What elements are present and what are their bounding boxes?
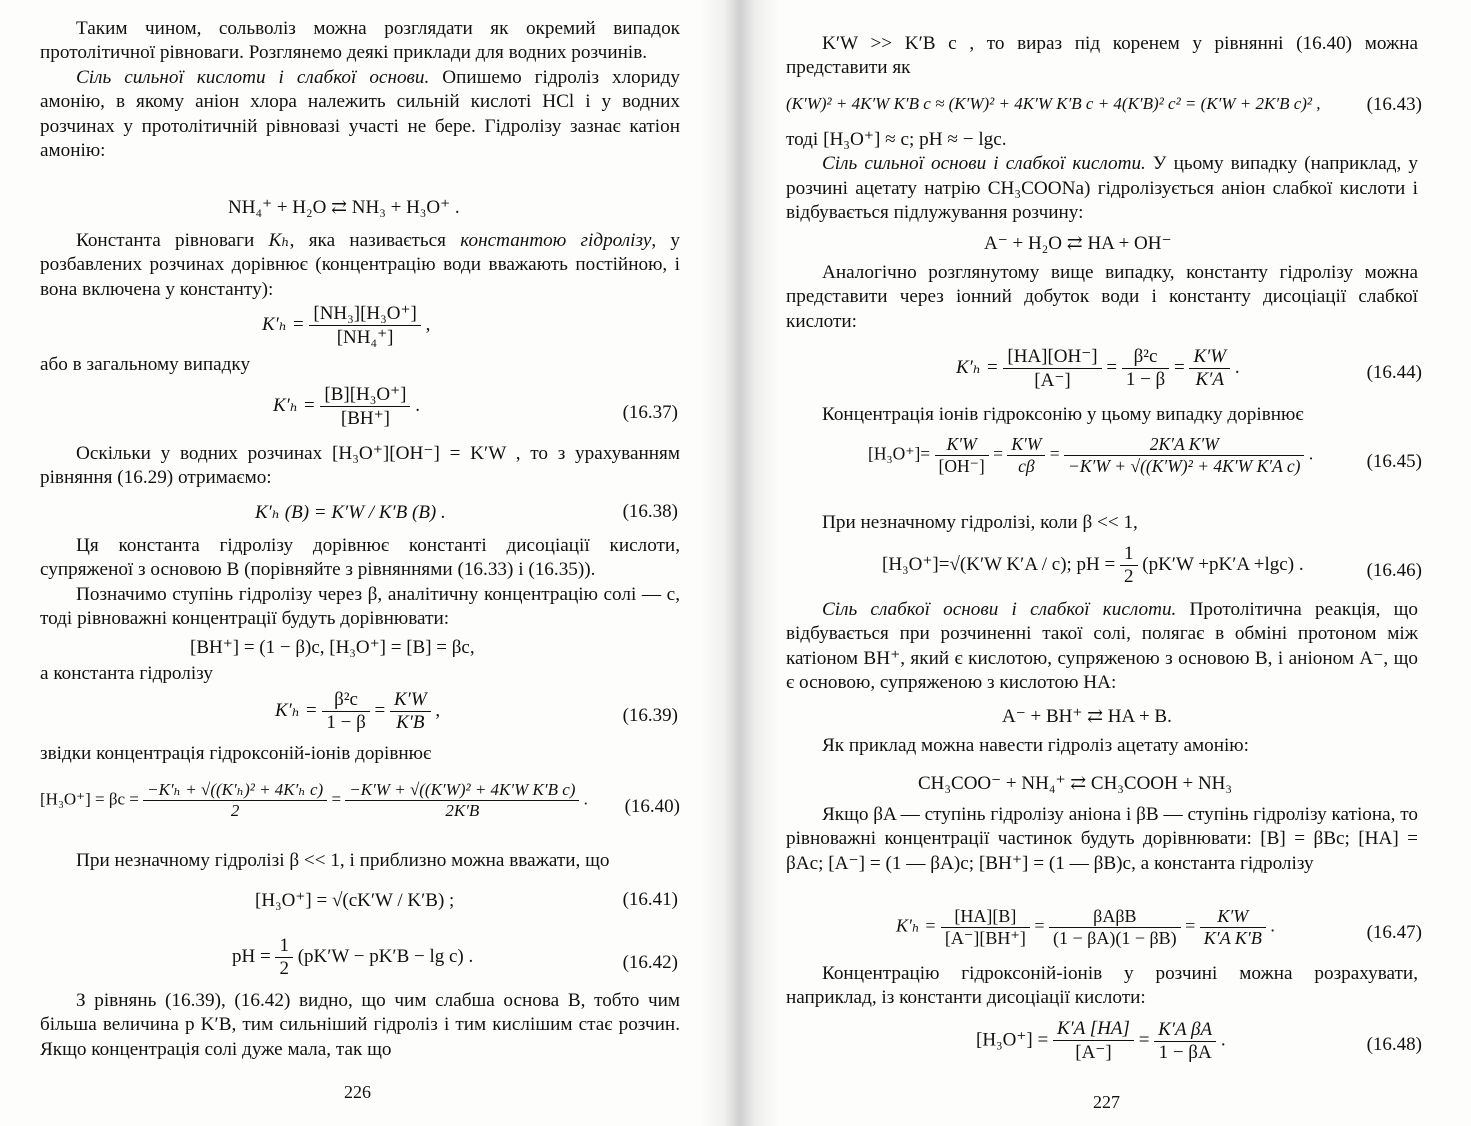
paragraph-text: Опишемо гідроліз хлориду амонію, в якому аніон хлора належить сильній кислоті HCl і у водних розчинах у протолітичній рівновазі участі не бере. Гідролізу зазнає катіон амонію: [40, 66, 680, 162]
numerator: −K′W + √((K′W)² + 4K′W K′B c) [345, 780, 579, 801]
equation-lhs: pH = [232, 945, 271, 967]
paragraph: При незначному гідролізі, коли β << 1, [822, 512, 1138, 533]
denominator: 2 [1124, 566, 1134, 587]
fraction [390, 689, 431, 734]
denominator: 1 − βA [1158, 1041, 1212, 1063]
equals-sign: = [1138, 1029, 1150, 1051]
equation-number: (16.44) [1366, 362, 1422, 383]
right-text-2 [786, 128, 1418, 226]
paragraph: Ця константа гідролізу дорівнює константі дисоціації кислоти, супряженої з основою B (порівняйте з рівняннями (16.33) і (16.35)). [40, 535, 680, 581]
numerator: [HA][OH⁻] [1003, 345, 1101, 369]
equation-16-40 [40, 780, 680, 821]
left-text-4 [40, 442, 680, 491]
equation-number: (16.38) [622, 501, 678, 522]
fraction [1003, 345, 1101, 392]
denominator: K′A K′B [1203, 928, 1262, 948]
denominator: 1 − β [1125, 369, 1166, 390]
right-text-8 [786, 803, 1418, 876]
paragraph-text: Протолітична реакція, що відбувається при розчиненні такої солі, полягає в обміні протоном між катіоном BH⁺, який є кислотою, супряженою з основою B, і аніоном A⁻, що є основою, супряженою з кислотою HA: [786, 599, 1419, 694]
section-title: Сіль сильної основи і слабкої кислоти. [822, 153, 1146, 175]
paragraph-text: У цьому випадку (наприклад, у розчині ацетату натрію CH₃COONa) гідролізується аніон слабкої кислоти і відбувається підлужування розчину: [786, 153, 1418, 224]
numerator: βAβB [1049, 906, 1181, 928]
right-text-7 [786, 734, 1418, 758]
equation-16-43 [786, 94, 1422, 114]
equation-reaction: NH₄⁺ + H₂O ⇄ NH₃ + H₃O⁺ . [228, 197, 460, 218]
paragraph: Концентрацію гідроксоній-іонів у розчині можна розрахувати, наприклад, із константи дисоціації кислоти: [786, 963, 1418, 1009]
equals-sign: = [1106, 356, 1118, 378]
equation-reaction-2: A⁻ + BH⁺ ⇄ HA + B. [1002, 706, 1172, 727]
equation-16-45 [868, 434, 1422, 477]
equation-number: (16.37) [622, 402, 678, 423]
left-text-2 [40, 229, 680, 302]
equation-lhs: [H₃O⁺] = [976, 1029, 1049, 1051]
fraction [309, 302, 420, 349]
left-text-7 [40, 742, 680, 766]
denominator: [A⁻][BH⁺] [944, 928, 1026, 948]
numerator: K′W [1007, 434, 1045, 456]
equation-tail: . [1308, 443, 1314, 464]
equation-tail: . [1234, 356, 1240, 378]
denominator: 2K′B [445, 801, 480, 820]
equation-tail: , [435, 699, 441, 721]
paragraph: або в загальному випадку [40, 354, 251, 375]
denominator: 2 [230, 801, 240, 820]
equation-16-37 [273, 383, 678, 430]
equation-lhs: [H₃O⁺] = βc = [40, 789, 139, 809]
fraction [345, 780, 579, 821]
left-text-8 [40, 849, 680, 873]
paragraph [786, 598, 1418, 696]
paragraph-text: , яка називається [289, 230, 461, 251]
section-title: Сіль слабкої основи і слабкої кислоти. [822, 599, 1177, 620]
equation-body: K′ₕ (B) = K′W / K′B (B) . [255, 502, 446, 523]
symbol: Kₕ [268, 230, 290, 251]
equals-sign: = [331, 789, 342, 809]
fraction [1053, 1018, 1134, 1064]
denominator: cβ [1018, 456, 1035, 476]
paragraph-text: Константа рівноваги [76, 230, 269, 251]
equation-16-46 [882, 543, 1422, 588]
equation-number: (16.48) [1366, 1034, 1422, 1055]
paragraph: При незначному гідролізі β << 1, і приблизно можна вважати, що [76, 850, 610, 871]
fraction [1154, 1019, 1216, 1064]
equation-lhs: K′ₕ = [273, 394, 316, 416]
numerator: K′A [HA] [1053, 1018, 1134, 1041]
right-text-9 [786, 962, 1418, 1011]
page-number: 227 [1093, 1092, 1120, 1112]
right-text-top [786, 32, 1418, 81]
denominator: [OH⁻] [938, 456, 985, 476]
right-page [740, 0, 1471, 1126]
equation-reaction-3: CH₃COO⁻ + NH₄⁺ ⇄ CH₃COOH + NH₃ [918, 773, 1233, 794]
equation-number: (16.47) [1366, 922, 1422, 943]
equation-tail: , [425, 313, 431, 335]
equation-number: (16.46) [1366, 560, 1422, 581]
left-text-5 [40, 534, 680, 632]
denominator: [A⁻] [1075, 1042, 1112, 1063]
equation-number: (16.43) [1366, 94, 1422, 115]
right-text-3 [786, 261, 1418, 334]
numerator: K′W [1189, 346, 1230, 369]
fraction [935, 434, 989, 477]
paragraph: Таким чином, сольволіз можна розглядати як окремий випадок протолітичної рівноваги. Розглянемо деякі приклади для водних розчинів. [40, 18, 680, 64]
numerator: β²c [1122, 346, 1169, 369]
fraction [941, 906, 1030, 949]
paragraph: Концентрація іонів гідроксонію у цьому випадку дорівнює [822, 404, 1304, 425]
paragraph: а константа гідролізу [40, 663, 213, 684]
equation-number: (16.42) [622, 952, 678, 973]
equation-16-38 [255, 501, 678, 524]
paragraph: Оскільки у водних розчинах [H₃O⁺][OH⁻] = K′W , то з урахуванням рівняння (16.29) отримаємо: [40, 443, 680, 489]
equation-number: (16.39) [622, 705, 678, 726]
fraction [320, 383, 410, 430]
equation-tail: . [415, 394, 420, 416]
equation-lhs: K′ₕ = [956, 356, 999, 378]
fraction [1049, 906, 1181, 949]
numerator: K′A βA [1154, 1019, 1216, 1042]
numerator: 2K′A K′W [1064, 434, 1304, 456]
equation-kh-nh4 [262, 302, 430, 349]
equation-lhs: [H₃O⁺]= [868, 443, 931, 464]
paragraph: тоді [H₃O⁺] ≈ c; pH ≈ − lgc. [786, 129, 1007, 150]
paragraph: Аналогічно розглянутому вище випадку, константу гідролізу можна представити через іонний добуток води і константу дисоціації слабкої кислоти: [786, 262, 1418, 332]
fraction [143, 780, 327, 821]
denominator: K′A [1195, 369, 1224, 390]
denominator: (1 − βA)(1 − βB) [1053, 928, 1177, 948]
equation-reaction: A⁻ + H₂O ⇄ HA + OH⁻ [984, 233, 1172, 254]
fraction [1189, 346, 1230, 391]
equation-16-47 [896, 906, 1422, 949]
equals-sign: = [993, 443, 1003, 464]
paragraph-text: , у розбавлених розчинах дорівнює (концентрацію води вважають постійною, і вона включена у константу): [40, 230, 680, 300]
paragraph: K′W >> K′B c , то вираз під коренем у рівнянні (16.40) можна представити як [786, 33, 1418, 79]
paragraph: звідки концентрація гідроксоній-іонів дорівнює [40, 743, 432, 764]
denominator: [NH₄⁺] [336, 327, 394, 348]
numerator: [HA][B] [941, 906, 1030, 928]
numerator: β²c [322, 689, 369, 712]
equation-16-41 [255, 889, 678, 912]
paragraph: Як приклад можна навести гідроліз ацетату амонію: [822, 735, 1249, 756]
right-text-5 [786, 511, 1418, 535]
left-page [0, 0, 728, 1126]
denominator: 1 − β [326, 712, 366, 733]
section-title: Сіль сильної кислоти і слабкої основи. [76, 66, 430, 88]
equals-sign: = [1034, 915, 1045, 936]
equation-tail: . [1220, 1029, 1226, 1051]
left-text-top [40, 17, 680, 163]
paragraph [40, 66, 680, 164]
equation-lhs: K′ₕ = [896, 915, 937, 936]
numerator: [B][H₃O⁺] [320, 383, 410, 407]
fraction [1007, 434, 1045, 477]
fraction [1064, 434, 1304, 477]
fraction [1200, 906, 1266, 949]
equals-sign: = [1185, 915, 1196, 936]
paragraph: Якщо βA — ступінь гідролізу аніона і βB — ступінь гідролізу катіона, то рівноважні концентрації частинок будуть дорівнювати: [B] = βBc; [HA] = βAc; [A⁻] = (1 — βA)c; [BH⁺] = (1 — βB)c, а константа гідролізу [786, 804, 1418, 874]
equation-number: (16.45) [1366, 451, 1422, 472]
equals-sign: = [1173, 356, 1185, 378]
fraction [1122, 346, 1169, 391]
left-text-6 [40, 662, 680, 686]
equation-16-44 [956, 345, 1422, 392]
equation-number: (16.40) [624, 796, 680, 817]
paragraph [40, 229, 680, 302]
equation-rhs: (pK′W +pK′A +lgc) . [1142, 553, 1304, 575]
numerator: K′W [1200, 906, 1266, 928]
page-number: 226 [344, 1082, 371, 1102]
fraction [322, 689, 369, 734]
denominator: [A⁻] [1034, 370, 1071, 391]
equals-sign: = [1049, 443, 1060, 464]
numerator: 1 [1120, 543, 1138, 566]
equation-tail: . [1270, 915, 1275, 936]
equation-number: (16.41) [622, 889, 678, 910]
equation-body: [H₃O⁺] = √(cK′W / K′B) ; [255, 890, 455, 911]
left-text-9 [40, 989, 680, 1062]
denominator: K′B [396, 712, 425, 733]
denominator: −K′W + √((K′W)² + 4K′W K′A c) [1068, 456, 1301, 476]
numerator: 1 [275, 935, 293, 958]
equation-16-48 [976, 1018, 1422, 1064]
equation-concentrations: [BH⁺] = (1 − β)c, [H₃O⁺] = [B] = βc, [190, 637, 475, 658]
equals-sign: = [374, 699, 386, 721]
equation-tail: . [583, 789, 588, 809]
equation-lhs: K′ₕ = [262, 313, 305, 335]
numerator: [NH₃][H₃O⁺] [309, 302, 420, 326]
numerator: K′W [935, 434, 989, 456]
fraction [275, 935, 293, 980]
left-text-3 [40, 353, 680, 377]
fraction [1120, 543, 1138, 588]
denominator: [BH⁺] [340, 408, 390, 429]
equation-lhs: [H₃O⁺]=√(K′W K′A / c); pH = [882, 553, 1116, 575]
right-text-4 [786, 403, 1418, 427]
numerator: −K′ₕ + √((K′ₕ)² + 4K′ₕ c) [143, 780, 327, 801]
denominator: 2 [279, 958, 289, 979]
numerator: K′W [390, 689, 431, 712]
right-text-6 [786, 598, 1418, 696]
paragraph: З рівнянь (16.39), (16.42) видно, що чим слабша основа B, тобто чим більша величина p K′B, тим сильніший гідроліз і тим кислішим стає розчин. Якщо концентрація солі дуже мала, так що [40, 990, 680, 1060]
equation-body: (K′W)² + 4K′W K′B c ≈ (K′W)² + 4K′W K′B c + 4(K′B)² c² = (K′W + 2K′B c)² , [786, 94, 1321, 113]
term: константою гідролізу [460, 230, 652, 251]
equation-rhs: (pK′W − pK′B − lg c) . [297, 945, 474, 967]
paragraph: Позначимо ступінь гідролізу через β, аналітичну концентрацію солі — c, тоді рівноважні концентрації будуть дорівнювати: [40, 583, 680, 630]
paragraph [786, 152, 1418, 225]
equation-16-39 [275, 689, 678, 734]
equation-16-42 [232, 935, 678, 980]
equation-lhs: K′ₕ = [275, 699, 318, 721]
